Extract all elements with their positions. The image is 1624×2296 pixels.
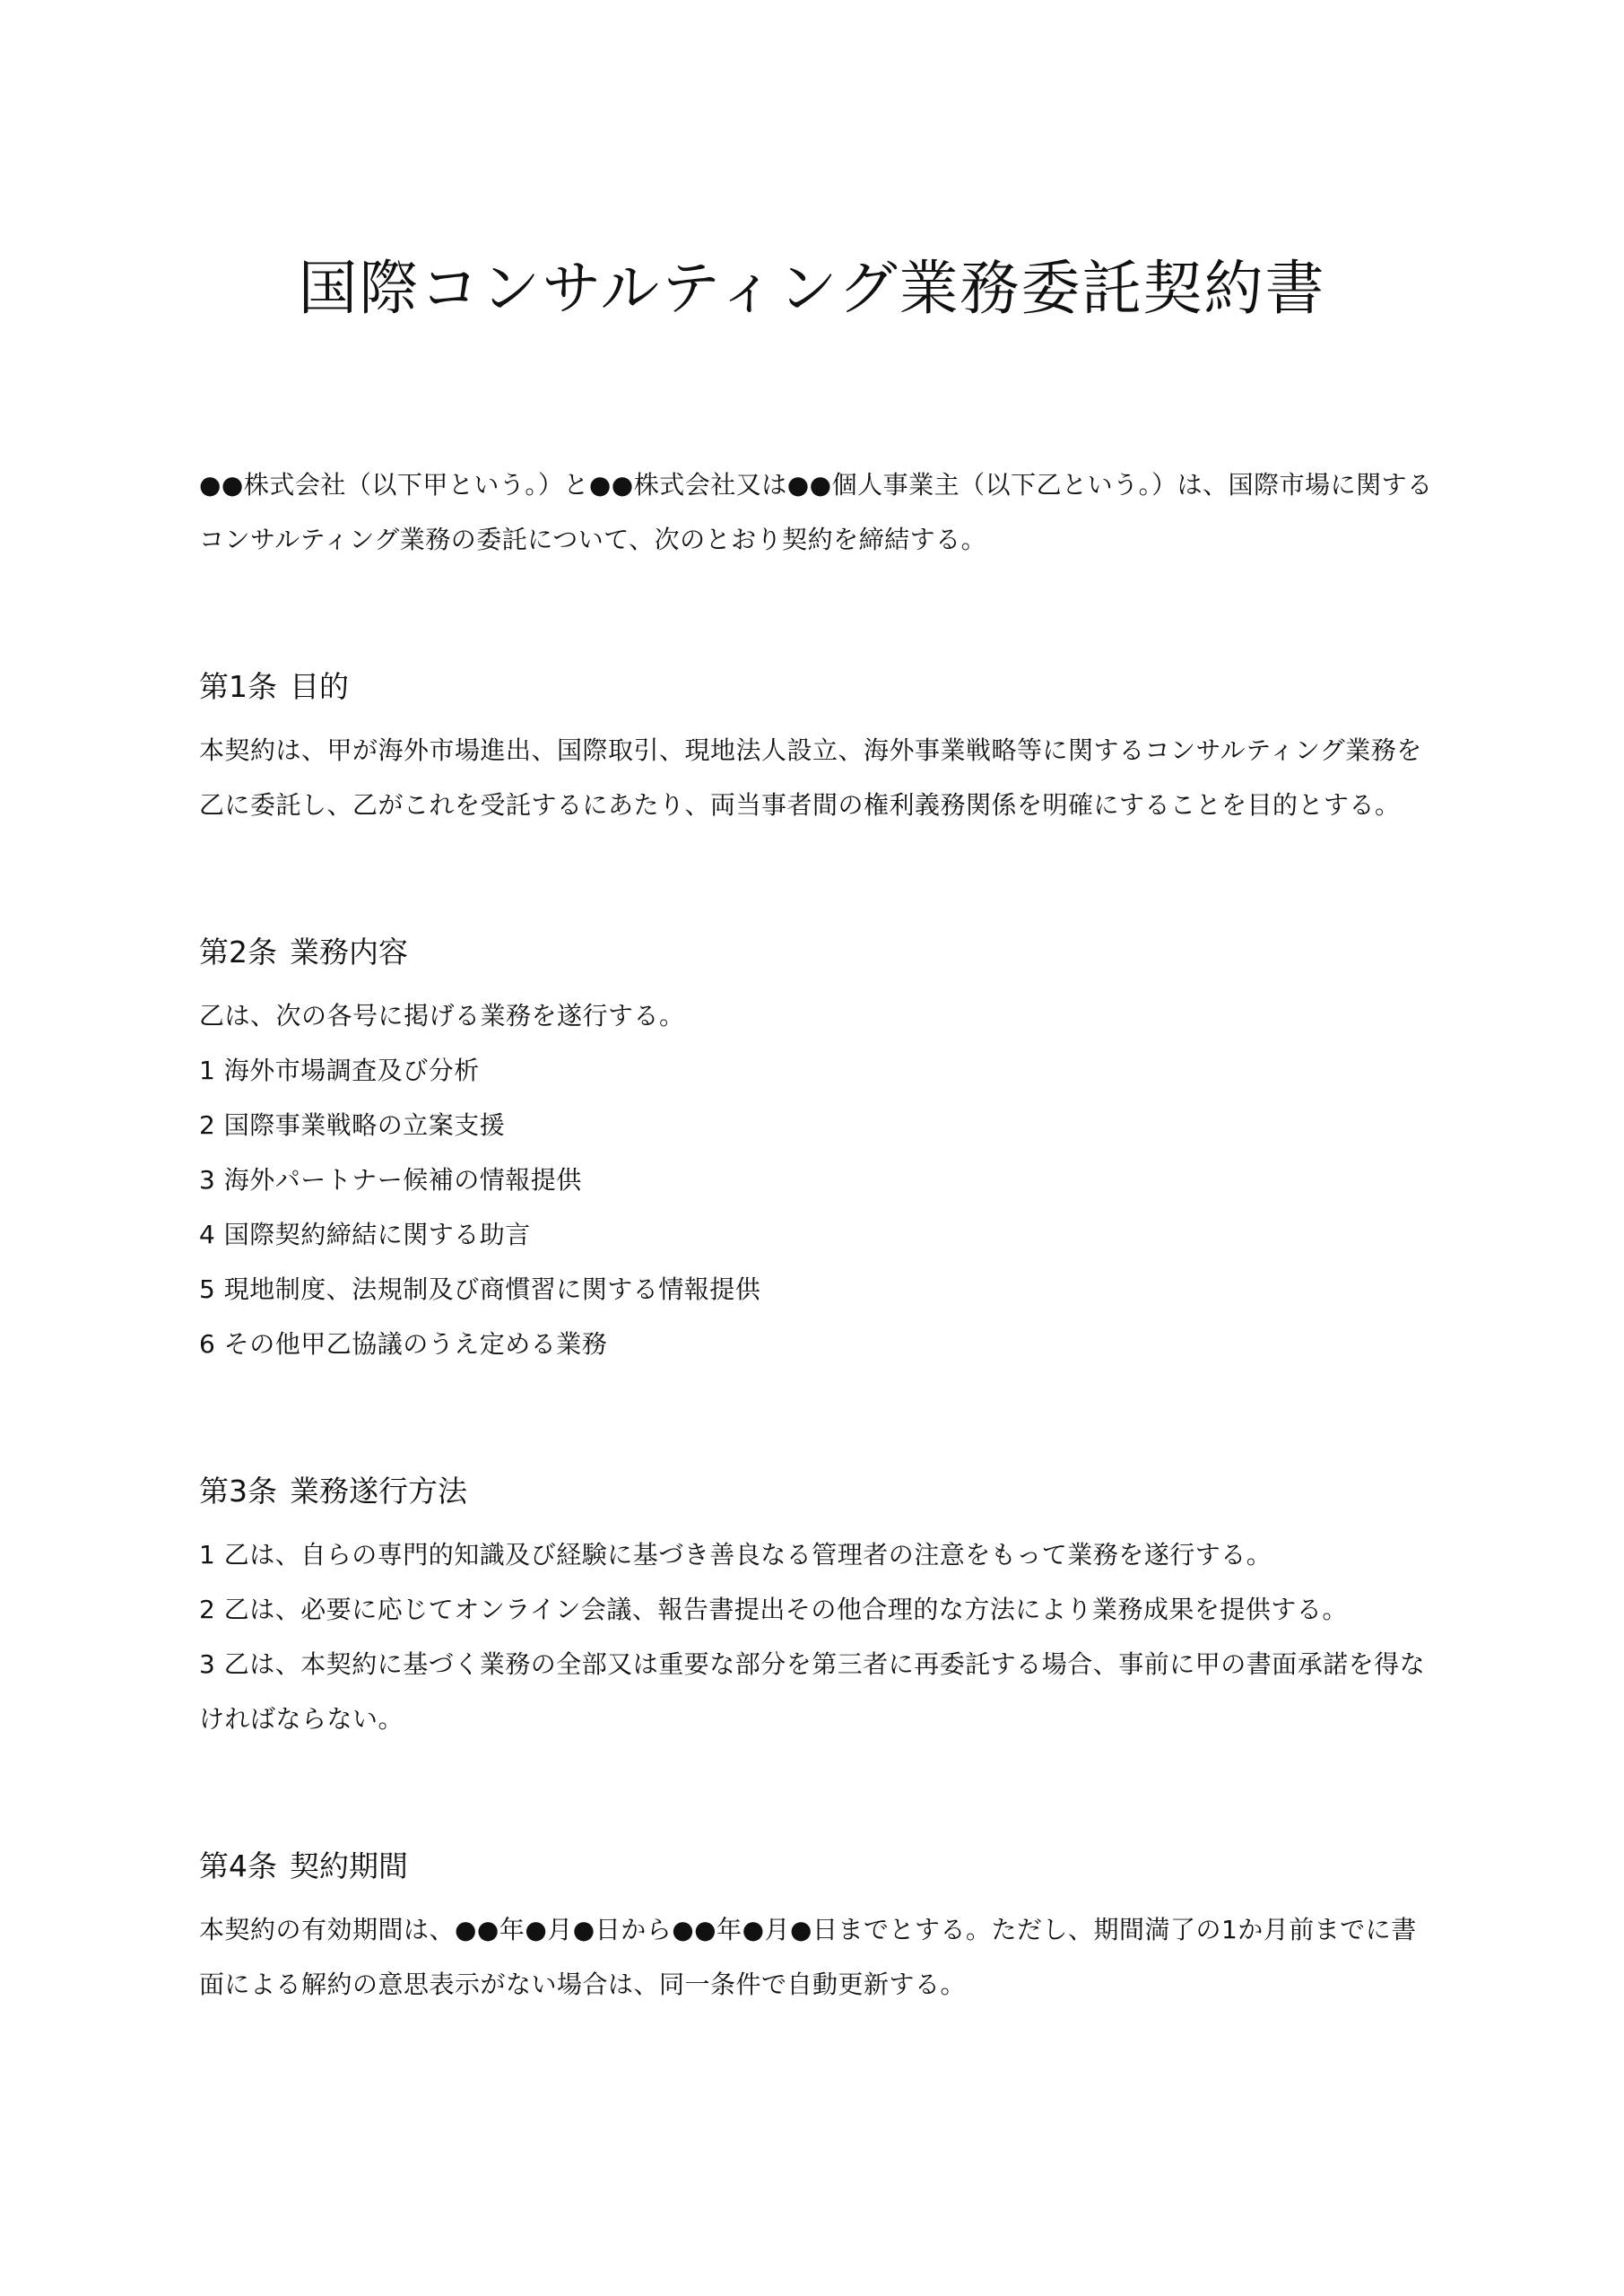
article-paragraph: 乙は、次の各号に掲げる業務を遂行する。 (199, 1001, 685, 1031)
article-heading (199, 1843, 1437, 1890)
list-item: 5 現地制度、法規制及び商慣習に関する情報提供 (199, 1274, 761, 1304)
article-heading (199, 1468, 1437, 1515)
article-heading (199, 929, 1437, 976)
document-body (199, 457, 1437, 2109)
article-paragraph: 本契約の有効期間は、●●年●月●日から●●年●月●日までとする。ただし、期間満了の1か月前までに書面による解約の意思表示がない場合は、同一条件で自動更新する。 (199, 1915, 1417, 1999)
article-title: 業務遂行方法 (290, 1474, 467, 1509)
article-paragraph: 本契約は、甲が海外市場進出、国際取引、現地法人設立、海外事業戦略等に関するコンサルティング業務を乙に委託し、乙がこれを受託するにあたり、両当事者間の権利義務関係を明確にすることを目的とする。 (199, 735, 1422, 820)
list-item: 1 海外市場調査及び分析 (199, 1056, 480, 1085)
article-1 (199, 664, 1437, 832)
intro-paragraph: ●●株式会社（以下甲という。）と●●株式会社又は●●個人事業主（以下乙という。）は、国際市場に関するコンサルティング業務の委託について、次のとおり契約を締結する。 (199, 470, 1433, 554)
article-title: 目的 (290, 669, 349, 704)
article-2 (199, 929, 1437, 1371)
list-item: 1 乙は、自らの専門的知識及び経験に基づき善良なる管理者の注意をもって業務を遂行する。 (199, 1540, 1272, 1570)
list-item: 6 その他甲乙協議のうえ定める業務 (199, 1329, 608, 1359)
list-item: 2 国際事業戦略の立案支援 (199, 1110, 506, 1140)
list-item: 3 乙は、本契約に基づく業務の全部又は重要な部分を第三者に再委託する場合、事前に甲の書面承諾を得なければならない。 (199, 1649, 1426, 1734)
article-title: 契約期間 (290, 1848, 408, 1883)
list-item: 3 海外パートナー候補の情報提供 (199, 1165, 582, 1195)
article-heading (199, 664, 1437, 710)
article-title: 業務内容 (290, 935, 408, 970)
article-number: 第2条 (199, 935, 277, 970)
intro-section (199, 457, 1437, 567)
list-item: 4 国際契約締結に関する助言 (199, 1220, 531, 1249)
article-number: 第1条 (199, 669, 277, 704)
article-number: 第3条 (199, 1474, 277, 1509)
list-item: 2 乙は、必要に応じてオンライン会議、報告書提出その他合理的な方法により業務成果を提供する。 (199, 1595, 1348, 1624)
article-4 (199, 1843, 1437, 2012)
article-3 (199, 1468, 1437, 1746)
article-number: 第4条 (199, 1848, 277, 1883)
document-title: 国際コンサルティング業務委託契約書 (298, 254, 1326, 323)
